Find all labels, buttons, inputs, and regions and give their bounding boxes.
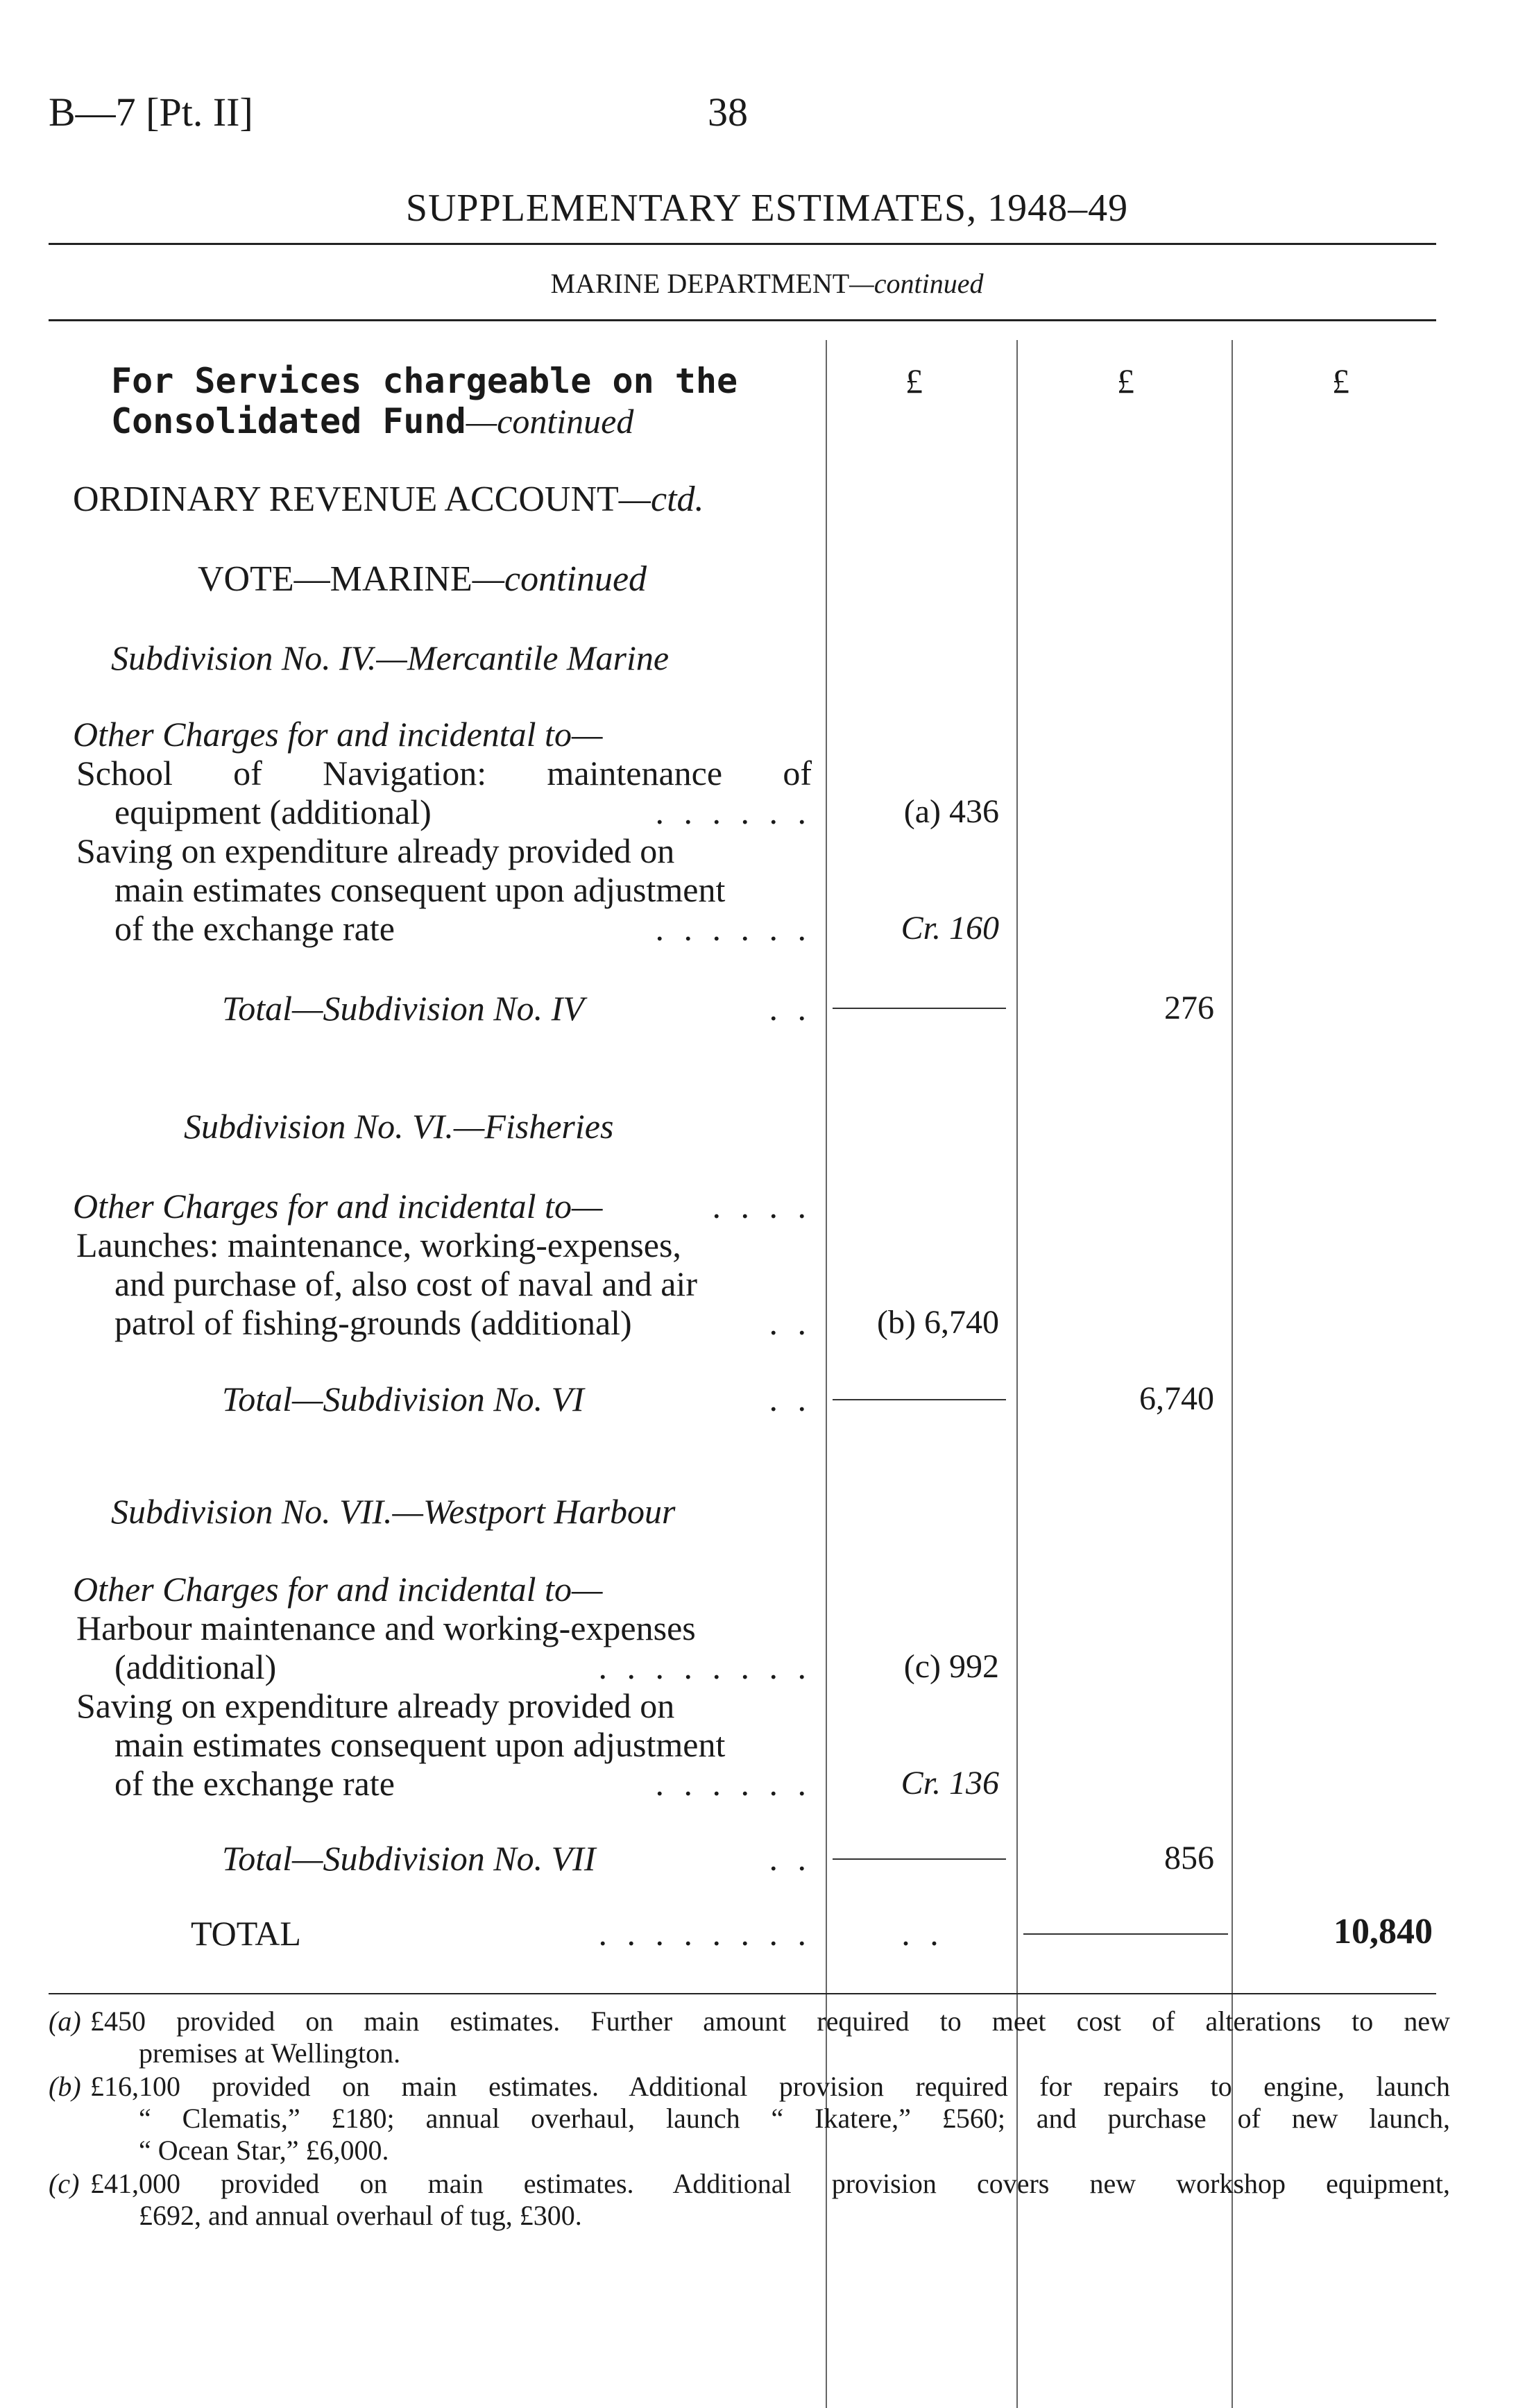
fund-suffix: —continued: [466, 402, 634, 441]
footnote-b-mark: (b): [49, 2071, 81, 2102]
subdivision-6-total-leader: . .: [769, 1380, 812, 1418]
currency-header-1: £: [905, 362, 923, 400]
footnote-c-line-1: £41,000 provided on main estimates. Additional provision covers new workshop equipment,: [90, 2168, 1450, 2199]
currency-header-2: £: [1117, 362, 1134, 400]
subdivision-4-other-charges: Other Charges for and incidental to—: [73, 715, 603, 754]
subdivision-4-item-1-line-2: equipment (additional): [114, 792, 432, 831]
subdivision-7-total-leader: . .: [769, 1839, 812, 1878]
title-rule: [49, 243, 1436, 245]
subdivision-6-total-amount: 6,740: [1139, 1380, 1214, 1417]
vote-heading: [198, 559, 647, 600]
footnote-b-line-2: “ Clematis,” £180; annual overhaul, launch “ Ikatere,” £560; and purchase of new launch,: [139, 2103, 1450, 2134]
subdivision-6-other-charges: Other Charges for and incidental to—: [73, 1187, 603, 1226]
subdivision-6-other-charges-leader: . . . .: [712, 1187, 812, 1226]
subdivision-4-item-1-leader: . . . . . .: [655, 792, 812, 831]
footnote-rule: [49, 1993, 1436, 1994]
department-suffix: —continued: [849, 268, 984, 299]
subdivision-7-item-2-line-2: main estimates consequent upon adjustment: [114, 1725, 726, 1764]
subdivision-4-item-2-line-3: of the exchange rate: [114, 909, 395, 948]
vote-name: VOTE—MARINE: [198, 559, 472, 599]
footnote-c-mark: (c): [49, 2168, 80, 2199]
subdivision-6-item-1-line-3: patrol of fishing-grounds (additional): [114, 1303, 632, 1342]
subdivision-7-item-2-line-3: of the exchange rate: [114, 1764, 395, 1803]
grand-total-amount: 10,840: [1333, 1912, 1433, 1951]
subdivision-4-total-amount: 276: [1164, 990, 1214, 1026]
vote-suffix: —continued: [472, 559, 647, 599]
footnote-b-line-3: “ Ocean Star,” £6,000.: [139, 2135, 389, 2166]
footnote-a-mark: (a): [49, 2006, 81, 2037]
subdivision-7-item-2-amount: Cr. 136: [901, 1765, 999, 1801]
footnote-a-line-2: premises at Wellington.: [139, 2037, 401, 2069]
subdivision-6-title: Subdivision No. VI.—Fisheries: [184, 1107, 614, 1146]
subdivision-4-item-1-line-1: School of Navigation: maintenance of: [76, 754, 812, 792]
subdivision-4-total-rule: [833, 1008, 1006, 1009]
grand-total-column-1-leader: . .: [901, 1914, 944, 1953]
page-number: 38: [708, 90, 748, 135]
subdivision-4-item-2-line-1: Saving on expenditure already provided on: [76, 831, 675, 870]
subdivision-6-item-1-amount: (b) 6,740: [877, 1304, 999, 1341]
department-heading: [0, 267, 1534, 300]
subdivision-6-total-label: Total—Subdivision No. VI: [222, 1380, 584, 1418]
subdivision-7-item-1-line-1: Harbour maintenance and working-expenses: [76, 1609, 696, 1647]
subdivision-7-item-1-line-2: (additional): [114, 1647, 277, 1686]
footnote-b-line-1: £16,100 provided on main estimates. Additional provision required for repairs to engine, launch: [90, 2071, 1450, 2102]
subdivision-4-item-2-amount: Cr. 160: [901, 910, 999, 947]
subdivision-6-item-1-line-1: Launches: maintenance, working-expenses,: [76, 1226, 681, 1264]
footnote-c-line-2: £692, and annual overhaul of tug, £300.: [139, 2200, 582, 2231]
fund-name: Consolidated Fund: [111, 401, 466, 441]
subdivision-7-item-2-line-1: Saving on expenditure already provided on: [76, 1686, 675, 1725]
footnote-a-line-1: £450 provided on main estimates. Further amount required to meet cost of alterations to new: [90, 2006, 1450, 2037]
subdivision-4-item-1-amount: (a) 436: [903, 793, 999, 830]
subdivision-7-item-2-leader: . . . . . .: [655, 1764, 812, 1803]
subdivision-4-item-2-leader: . . . . . .: [655, 909, 812, 948]
subdivision-7-item-1-amount: (c) 992: [903, 1648, 999, 1685]
account-name: ORDINARY REVENUE ACCOUNT: [73, 480, 619, 519]
table-top-rule: [49, 319, 1436, 321]
account-heading: [73, 479, 704, 520]
department-name: MARINE DEPARTMENT: [550, 268, 850, 299]
grand-total-leader: . . . . . . . .: [598, 1914, 812, 1953]
subdivision-4-item-2-line-2: main estimates consequent upon adjustment: [114, 870, 726, 909]
section-heading: For Services chargeable on the: [111, 361, 738, 401]
grand-total-label: TOTAL: [191, 1914, 301, 1953]
grand-total-rule: [1023, 1933, 1228, 1935]
subdivision-7-total-rule: [833, 1858, 1006, 1860]
subdivision-4-total-leader: . .: [769, 989, 812, 1028]
subdivision-4-title: Subdivision No. IV.—Mercantile Marine: [111, 638, 670, 677]
page-title: SUPPLEMENTARY ESTIMATES, 1948–49: [405, 187, 1129, 230]
subdivision-4-total-label: Total—Subdivision No. IV: [222, 989, 584, 1028]
account-suffix: —ctd.: [618, 480, 704, 519]
subdivision-7-total-amount: 856: [1164, 1840, 1214, 1876]
currency-header-3: £: [1332, 362, 1349, 400]
subdivision-6-item-1-leader: . .: [769, 1303, 812, 1342]
document-reference: B—7 [Pt. II]: [49, 90, 253, 135]
section-heading-2: [111, 401, 633, 441]
subdivision-7-title: Subdivision No. VII.—Westport Harbour: [111, 1492, 676, 1531]
subdivision-6-total-rule: [833, 1399, 1006, 1400]
subdivision-6-item-1-line-2: and purchase of, also cost of naval and air: [114, 1264, 697, 1303]
subdivision-7-item-1-leader: . . . . . . . .: [598, 1647, 812, 1686]
subdivision-7-total-label: Total—Subdivision No. VII: [222, 1839, 596, 1878]
subdivision-7-other-charges: Other Charges for and incidental to—: [73, 1570, 603, 1609]
